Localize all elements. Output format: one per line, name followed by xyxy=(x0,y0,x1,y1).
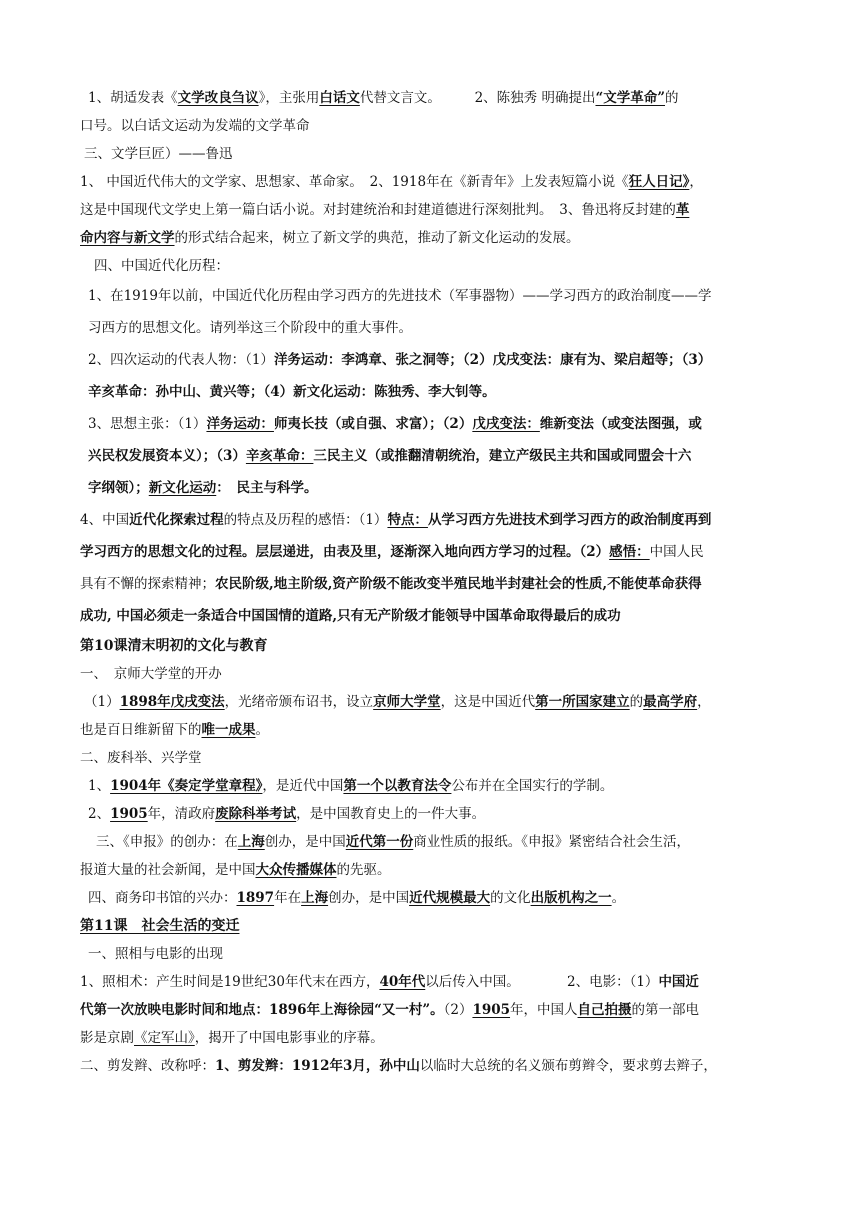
underlined-key-term: 京师大学堂 xyxy=(373,694,441,710)
text-run: 1、 xyxy=(88,778,111,794)
underlined-key-term: 1898年戊戌变法 xyxy=(119,694,225,710)
text-line xyxy=(80,856,786,884)
underlined-key-term: 1904年《奏定学堂章程》 xyxy=(110,778,263,794)
bold-text: 从学习西方先进技术到学习西方的政治制度再到 xyxy=(427,512,712,528)
bold-text: 字纲领）； xyxy=(88,480,149,496)
text-line xyxy=(80,440,786,472)
text-run: 代替文言文。 2、陈独秀 明确提出 xyxy=(359,90,596,106)
text-run: 的特点及历程的感悟：（1） xyxy=(223,512,388,528)
bold-text: 维新变法（或变法图强，或 xyxy=(539,416,702,432)
text-line xyxy=(80,688,786,716)
text-run: 年，清政府 xyxy=(147,806,216,822)
underlined-key-term: 1905 xyxy=(472,1002,511,1018)
text-line xyxy=(80,800,786,828)
text-line xyxy=(80,280,786,312)
text-line xyxy=(80,196,786,224)
text-run: ， xyxy=(689,174,703,190)
bold-text: ： 民主与科学。 xyxy=(216,480,318,496)
text-run: 以后传入中国。 2、电影：（1） xyxy=(425,974,659,990)
underlined-key-term: 40年代 xyxy=(379,974,426,990)
text-run: ，揭开了中国电影事业的序幕。 xyxy=(194,1030,384,1046)
bold-text: 农民阶级,地主阶级,资产阶级不能改变半殖民地半封建社会的性质,不能使革命获得 xyxy=(215,576,702,592)
text-line xyxy=(80,772,786,800)
text-run: 的先驱。 xyxy=(336,862,391,878)
underlined-key-term: 近代第一份 xyxy=(345,834,414,850)
underlined-key-term: 近代规模最大 xyxy=(409,890,491,906)
underlined-key-term: 第一所国家建立 xyxy=(535,694,630,710)
text-line xyxy=(80,252,786,280)
underlined-key-term: 自己拍摄 xyxy=(577,1002,632,1018)
underlined-key-term: “文学革命” xyxy=(595,90,666,106)
bold-text: 成功, 中国必须走一条适合中国国情的道路,只有无产阶级才能领导中国革命取得最后的成功 xyxy=(80,608,621,624)
underlined-key-term: 最高学府 xyxy=(643,694,698,710)
underlined-key-term: 1897 xyxy=(236,890,275,906)
text-run: 2、四次运动的代表人物：（1） xyxy=(88,352,274,368)
text-run: 。 xyxy=(255,722,269,738)
text-run: 创办，是中国 xyxy=(328,890,410,906)
underlined-key-term: 上海 xyxy=(301,890,329,906)
bold-text: 兴民权发展资本义）；（3） xyxy=(88,448,246,464)
document-page xyxy=(80,84,786,1080)
text-run: 年在 xyxy=(274,890,302,906)
text-run: 四、商务印书馆的兴办： xyxy=(88,890,237,906)
text-line xyxy=(80,828,786,856)
text-line xyxy=(80,376,786,408)
underlined-key-term: 上海 xyxy=(237,834,265,850)
section-heading xyxy=(80,912,786,940)
underlined-key-term: 新文化运动 xyxy=(148,480,217,496)
underlined-key-term: 大众传播媒体 xyxy=(255,862,337,878)
text-run: 的文化 xyxy=(490,890,531,906)
text-run: （1） xyxy=(84,694,120,710)
underlined-key-term: 《定军山》 xyxy=(134,1030,195,1046)
text-run: （2） xyxy=(443,1002,473,1018)
text-run: 创办，是中国 xyxy=(264,834,346,850)
text-run: ，这是中国近代 xyxy=(440,694,536,710)
text-line xyxy=(80,716,786,744)
text-run: 1、胡适发表《 xyxy=(88,90,178,106)
text-line xyxy=(80,344,786,376)
bold-text: 代第一次放映电影时间和地点：1896年上海徐园“又一村”。 xyxy=(80,1002,444,1018)
text-line xyxy=(80,600,786,632)
text-run: ，是中国教育史上的一件大事。 xyxy=(296,806,486,822)
text-line xyxy=(80,504,786,536)
text-run: 3、思想主张：（1） xyxy=(88,416,207,432)
underlined-key-term: 革 xyxy=(675,202,690,218)
text-run: 的第一部电 xyxy=(631,1002,700,1018)
text-line xyxy=(80,140,786,168)
underlined-key-term: 1905 xyxy=(110,806,148,822)
text-line xyxy=(80,968,786,996)
text-run: 二、剪发辫、改称呼： xyxy=(80,1058,215,1074)
underlined-key-term: 戊戌变法： xyxy=(472,416,540,432)
text-line xyxy=(80,568,786,600)
text-line xyxy=(80,996,786,1024)
text-line xyxy=(80,84,786,112)
text-run: ，光绪帝颁布诏书，设立 xyxy=(224,694,374,710)
text-line xyxy=(80,536,786,568)
text-run: 1、照相术：产生时间是19世纪30年代末在西方， xyxy=(80,974,380,990)
underlined-key-term: 废除科举考试 xyxy=(215,806,297,822)
text-run: 这是中国现代文学史上第一篇白话小说。对封建统治和封建道德进行深刻批判。 3、鲁迅将反封建的 xyxy=(80,202,676,218)
text-run: 中国人民 xyxy=(649,544,704,560)
text-line xyxy=(80,168,786,196)
text-run: 一、照相与电影的出现 xyxy=(88,946,223,962)
underlined-key-term: 唯一成果 xyxy=(201,722,256,738)
text-line xyxy=(80,884,786,912)
text-run: 具有不懈的探索精神； xyxy=(80,576,215,592)
underlined-key-term: 洋务运动： xyxy=(206,416,274,432)
underlined-key-term: 命内容与新文学 xyxy=(80,230,175,246)
underlined-key-term: 白话文 xyxy=(319,90,360,106)
text-line xyxy=(80,312,786,344)
section-heading xyxy=(80,632,786,660)
text-run: ，是近代中国 xyxy=(262,778,344,794)
bold-text: 中国近 xyxy=(658,974,699,990)
bold-text: 洋务运动：李鸿章、张之洞等；（2）戊戌变法：康有为、梁启超等；（3） xyxy=(273,352,712,368)
text-run: 口号。以白话文运动为发端的文学革命 xyxy=(80,118,310,134)
bold-text: 1、剪发辫：1912年3月，孙中山 xyxy=(215,1058,420,1074)
bold-text: 师夷长技（或自强、求富）；（2） xyxy=(273,416,473,432)
underlined-key-term: 特点： xyxy=(387,512,428,528)
text-line xyxy=(80,940,786,968)
text-run: 也是百日维新留下的 xyxy=(80,722,202,738)
text-run: 1、 中国近代伟大的文学家、思想家、革命家。 2、1918年在《新青年》上发表短篇小说《 xyxy=(80,174,629,190)
text-run: 年，中国人 xyxy=(510,1002,578,1018)
text-line xyxy=(80,472,786,504)
text-run: 以临时大总统的名义颁布剪辫令，要求剪去辫子， xyxy=(419,1058,717,1074)
text-run: 影是京剧 xyxy=(80,1030,134,1046)
text-line xyxy=(80,112,786,140)
text-run: 4、中国 xyxy=(80,512,130,528)
text-run: 的 xyxy=(629,694,644,710)
text-run: 2、 xyxy=(88,806,111,822)
text-run: 三、文学巨匠）——鲁迅 xyxy=(84,146,233,162)
text-run: 1、在1919年以前，中国近代化历程由学习西方的先进技术（军事器物）——学习西方的政治制度——学 xyxy=(88,288,712,304)
bold-text: 近代化探索过程 xyxy=(129,512,224,528)
text-run: 》，主张用 xyxy=(258,90,320,106)
text-line xyxy=(80,408,786,440)
underlined-key-term: 文学改良刍议 xyxy=(177,90,259,106)
text-line xyxy=(80,1024,786,1052)
text-line xyxy=(80,1052,786,1080)
text-run: 报道大量的社会新闻，是中国 xyxy=(80,862,256,878)
bold-text: 第10课清末明初的文化与教育 xyxy=(80,638,268,654)
text-line xyxy=(80,224,786,252)
bold-text: 辛亥革命：孙中山、黄兴等；（4）新文化运动：陈独秀、李大钊等。 xyxy=(88,384,496,400)
bold-text: 学习西方的思想文化的过程。层层递进，由表及里，逐渐深入地向西方学习的过程。（2） xyxy=(80,544,610,560)
text-run: 三、《申报》的创办：在 xyxy=(96,834,238,850)
text-run: 的 xyxy=(665,90,679,106)
text-run: 二、废科举、兴学堂 xyxy=(80,750,202,766)
text-line xyxy=(80,744,786,772)
underlined-key-term: 第一个以教育法令 xyxy=(343,778,452,794)
bold-text: 三民主义（或推翻清朝统治，建立产级民主共和国或同盟会十六 xyxy=(313,448,692,464)
text-run: 习西方的思想文化。请列举这三个阶段中的重大事件。 xyxy=(88,320,412,336)
text-run: 一、 京师大学堂的开办 xyxy=(80,666,222,682)
underlined-key-term: 第11课 社会生活的变迁 xyxy=(80,918,240,934)
text-run: 的形式结合起来，树立了新文学的典范，推动了新文化运动的发展。 xyxy=(174,230,580,246)
underlined-key-term: 辛亥革命： xyxy=(245,448,314,464)
text-run: 。 xyxy=(611,890,626,906)
text-run: 四、中国近代化历程： xyxy=(94,258,229,274)
underlined-key-term: 出版机构之一 xyxy=(530,890,612,906)
underlined-key-term: 感悟： xyxy=(609,544,650,560)
text-run: 商业性质的报纸。《申报》紧密结合社会生活， xyxy=(413,834,690,850)
text-run: 公布并在全国实行的学制。 xyxy=(451,778,614,794)
underlined-key-term: 狂人日记》 xyxy=(628,174,690,190)
text-run: ， xyxy=(697,694,711,710)
text-line xyxy=(80,660,786,688)
